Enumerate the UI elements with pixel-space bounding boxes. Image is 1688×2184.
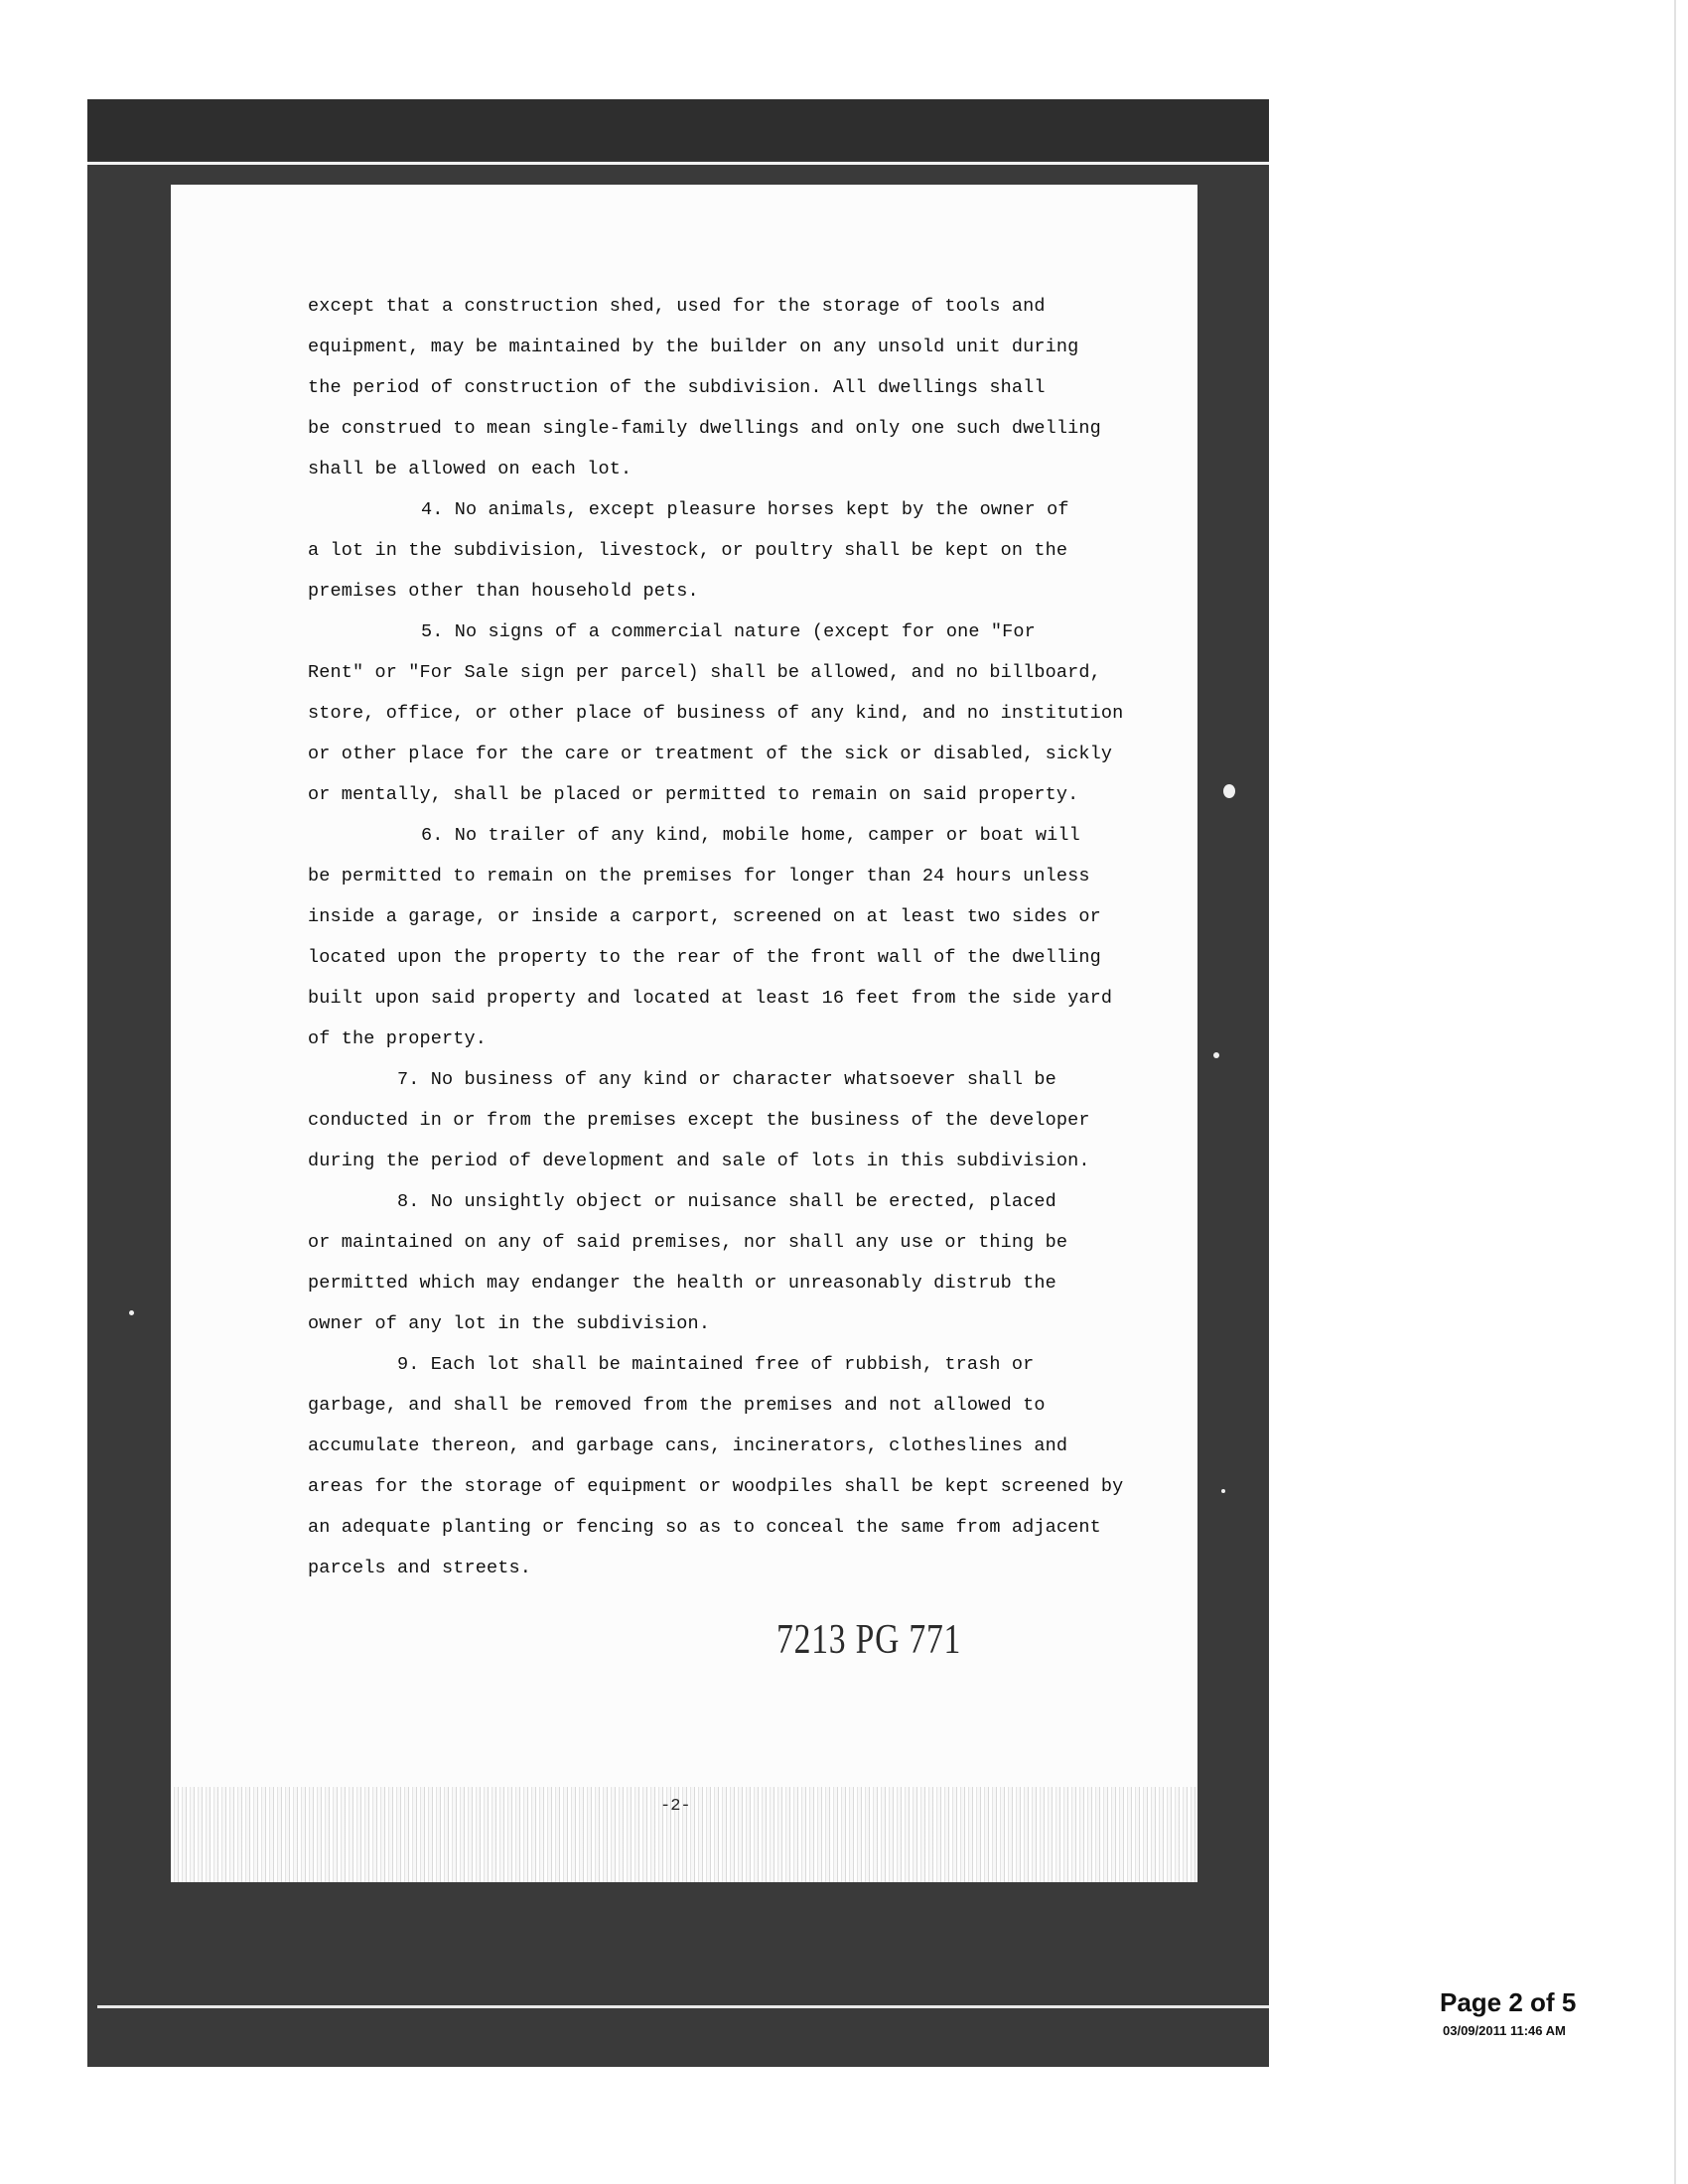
text-line: parcels and streets.: [308, 1558, 532, 1578]
scan-speck: [129, 1310, 134, 1315]
text-line: located upon the property to the rear of the front wall of the dwelling: [308, 947, 1101, 968]
text-line: of the property.: [308, 1028, 488, 1049]
text-line: be construed to mean single-family dwellings and only one such dwelling: [308, 418, 1101, 439]
text-line: accumulate thereon, and garbage cans, incinerators, clotheslines and: [308, 1435, 1068, 1456]
scan-top-band: [87, 99, 1269, 161]
text-line: equipment, may be maintained by the builder on any unsold unit during: [308, 337, 1079, 357]
footer-page-label: Page 2 of 5: [1440, 1987, 1577, 2017]
text-line: areas for the storage of equipment or woodpiles shall be kept screened by: [308, 1476, 1124, 1497]
clause-7-heading: 7. No business of any kind or character whatsoever shall be: [397, 1069, 1056, 1090]
text-line: inside a garage, or inside a carport, screened on at least two sides or: [308, 906, 1101, 927]
scan-bottom-line: [97, 2005, 1269, 2008]
text-line: built upon said property and located at least 16 feet from the side yard: [308, 988, 1113, 1009]
text-line: shall be allowed on each lot.: [308, 459, 633, 479]
restrictions-text: [308, 286, 1162, 1588]
scan-speck: [1223, 784, 1235, 798]
clause-8-heading: 8. No unsightly object or nuisance shall be erected, placed: [397, 1191, 1056, 1212]
text-line: during the period of development and sale of lots in this subdivision.: [308, 1151, 1090, 1171]
scan-top-line: [87, 162, 1269, 165]
text-line: owner of any lot in the subdivision.: [308, 1313, 711, 1334]
scan-speck: [1221, 1489, 1225, 1493]
text-line: garbage, and shall be removed from the premises and not allowed to: [308, 1395, 1046, 1416]
text-line: except that a construction shed, used for the storage of tools and: [308, 296, 1046, 317]
text-line: store, office, or other place of business of any kind, and no institution: [308, 703, 1124, 724]
clause-9-heading: 9. Each lot shall be maintained free of rubbish, trash or: [397, 1354, 1035, 1375]
text-line: or other place for the care or treatment of the sick or disabled, sickly: [308, 744, 1113, 764]
text-line: a lot in the subdivision, livestock, or poultry shall be kept on the: [308, 540, 1068, 561]
clause-4-heading: 4. No animals, except pleasure horses kept by the owner of: [421, 499, 1069, 520]
text-line: or mentally, shall be placed or permitted to remain on said property.: [308, 784, 1079, 805]
clause-6-heading: 6. No trailer of any kind, mobile home, camper or boat will: [421, 825, 1080, 846]
clause-5-heading: 5. No signs of a commercial nature (except for one "For: [421, 621, 1036, 642]
text-line: be permitted to remain on the premises for longer than 24 hours unless: [308, 866, 1090, 887]
text-line: permitted which may endanger the health or unreasonably distrub the: [308, 1273, 1056, 1294]
scan-speck: [1213, 1052, 1219, 1058]
text-line: Rent" or "For Sale sign per parcel) shall be allowed, and no billboard,: [308, 662, 1101, 683]
text-line: premises other than household pets.: [308, 581, 699, 602]
footer-timestamp: 03/09/2011 11:46 AM: [1443, 2023, 1566, 2038]
page-number: -2-: [660, 1797, 691, 1816]
text-line: an adequate planting or fencing so as to conceal the same from adjacent: [308, 1517, 1101, 1538]
book-page-stamp: 7213 PG 771: [776, 1617, 962, 1663]
text-line: or maintained on any of said premises, nor shall any use or thing be: [308, 1232, 1068, 1253]
text-line: conducted in or from the premises except the business of the developer: [308, 1110, 1090, 1131]
page-edge-rule: [1674, 0, 1676, 2184]
text-line: the period of construction of the subdivision. All dwellings shall: [308, 377, 1046, 398]
